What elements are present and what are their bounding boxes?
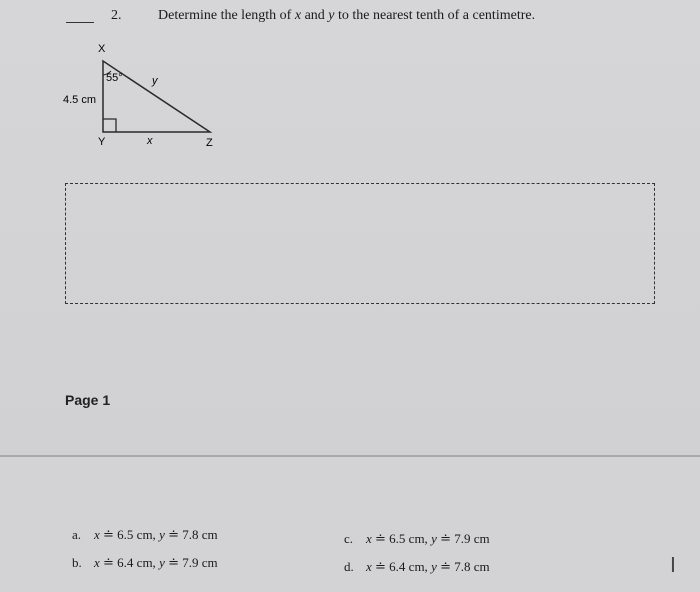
option-a-y-var: y — [159, 527, 165, 542]
question-text-pre: Determine the length of — [158, 8, 295, 23]
answer-blank[interactable] — [66, 22, 94, 23]
option-d[interactable] — [344, 559, 490, 575]
question-var-x: x — [294, 8, 302, 23]
question-text-post: to the nearest tenth of a centimetre. — [334, 8, 536, 23]
option-a-x-var: x — [94, 527, 100, 542]
option-b-letter: b. — [72, 555, 82, 570]
option-d-y-value: ≐ 7.8 cm — [436, 559, 490, 574]
option-c-x-var: x — [366, 531, 372, 546]
option-a-y-value: ≐ 7.8 cm — [164, 527, 218, 542]
option-c[interactable] — [344, 531, 490, 547]
option-c-letter: c. — [344, 531, 354, 546]
option-c-x-value: ≐ 6.5 cm, — [371, 531, 432, 546]
option-c-y-var: y — [431, 531, 437, 546]
work-area-box[interactable] — [65, 183, 655, 304]
option-b-y-value: ≐ 7.9 cm — [164, 555, 218, 570]
vertex-label-x: X — [98, 43, 106, 55]
vertex-label-y: Y — [98, 136, 106, 148]
option-b-x-var: x — [94, 555, 100, 570]
option-d-letter: d. — [344, 559, 354, 574]
option-a-x-value: ≐ 6.5 cm, — [99, 527, 160, 542]
page-label: Page 1 — [65, 392, 111, 408]
angle-label: 55° — [106, 72, 123, 84]
right-angle-marker — [103, 119, 116, 132]
side-label-xy: 4.5 cm — [63, 94, 97, 106]
triangle-diagram — [55, 38, 230, 153]
vertex-label-z: Z — [206, 137, 213, 149]
question-var-y: y — [328, 8, 335, 23]
option-c-y-value: ≐ 7.9 cm — [436, 531, 490, 546]
text-cursor-icon: I — [670, 553, 676, 577]
option-b-x-value: ≐ 6.4 cm, — [99, 555, 160, 570]
option-d-x-value: ≐ 6.4 cm, — [371, 559, 432, 574]
side-label-xz: y — [152, 75, 158, 87]
side-label-yz: x — [147, 135, 153, 147]
option-b-y-var: y — [159, 555, 165, 570]
option-a-letter: a. — [72, 527, 82, 542]
question-number: 2. — [111, 8, 122, 23]
option-b[interactable] — [72, 555, 218, 571]
question-text-and: and — [301, 8, 329, 23]
option-a[interactable] — [72, 527, 218, 543]
question-text — [158, 8, 535, 24]
option-d-y-var: y — [431, 559, 437, 574]
option-d-x-var: x — [366, 559, 372, 574]
